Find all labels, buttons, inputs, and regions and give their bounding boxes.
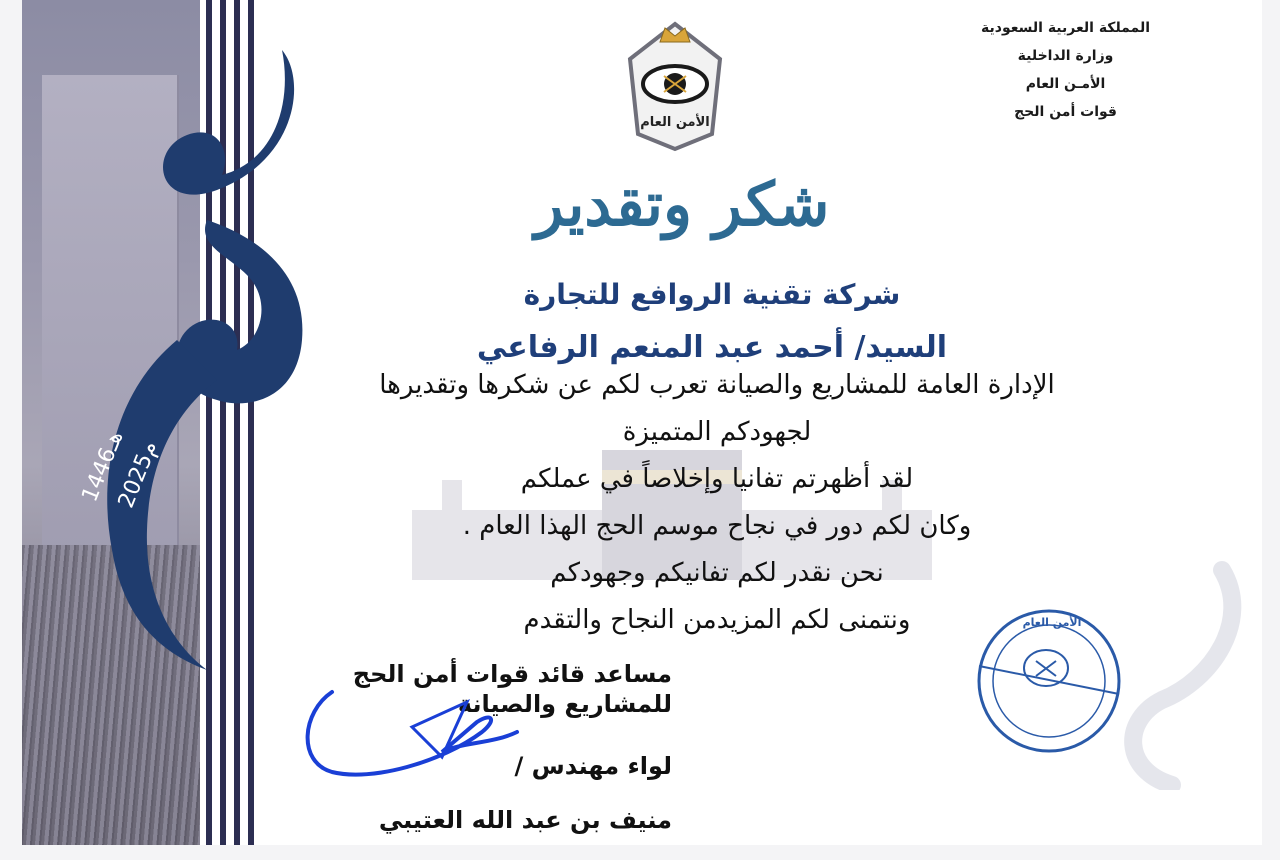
issuer-header (981, 14, 1150, 126)
body-line: وكان لكم دور في نجاح موسم الحج الهذا العام . (462, 511, 972, 541)
ministry-name: وزارة الداخلية (1017, 48, 1114, 64)
emblem-label: الأمن العام (640, 115, 710, 130)
signatory-rank: لواء مهندس / (514, 752, 672, 780)
signatory-role: مساعد قائد قوات أمن الحج (352, 660, 672, 688)
country-name: المملكة العربية السعودية (981, 20, 1150, 36)
unit-name: قوات أمن الحج (1014, 104, 1117, 120)
stamp-label: الأمن العام (1022, 616, 1082, 629)
body-line: لقد أظهرتم تفانيا وإخلاصاً في عملكم (520, 464, 914, 494)
faded-jeem-watermark (1102, 560, 1262, 790)
year-gregorian: 2025م (113, 437, 164, 512)
body-line: لجهودكم المتميزة (622, 417, 812, 447)
certificate-body (302, 362, 1132, 644)
recipient-name: السيد/ أحمد عبد المنعم الرفاعي (476, 330, 948, 365)
handwritten-signature (292, 672, 522, 792)
signatory-name: منيف بن عبد الله العتيبي (378, 806, 672, 834)
body-line: ونتمنى لكم المزيدمن النجاح والتقدم (523, 605, 911, 635)
agency-name: الأمـن العام (1025, 76, 1106, 92)
body-line: نحن نقدر لكم تفانيكم وجهودكم (550, 558, 884, 588)
body-line: الإدارة العامة للمشاريع والصيانة تعرب لكم عن شكرها وتقديرها (379, 370, 1055, 400)
company-name: شركة تقنية الروافع للتجارة (523, 278, 901, 311)
public-security-emblem (620, 14, 730, 154)
year-hijri: 1446هـ (77, 427, 129, 506)
certificate-sheet (22, 0, 1262, 845)
certificate-title: شكر وتقدير (534, 170, 830, 240)
signatory-department: للمشاريع والصيانة (457, 690, 672, 718)
